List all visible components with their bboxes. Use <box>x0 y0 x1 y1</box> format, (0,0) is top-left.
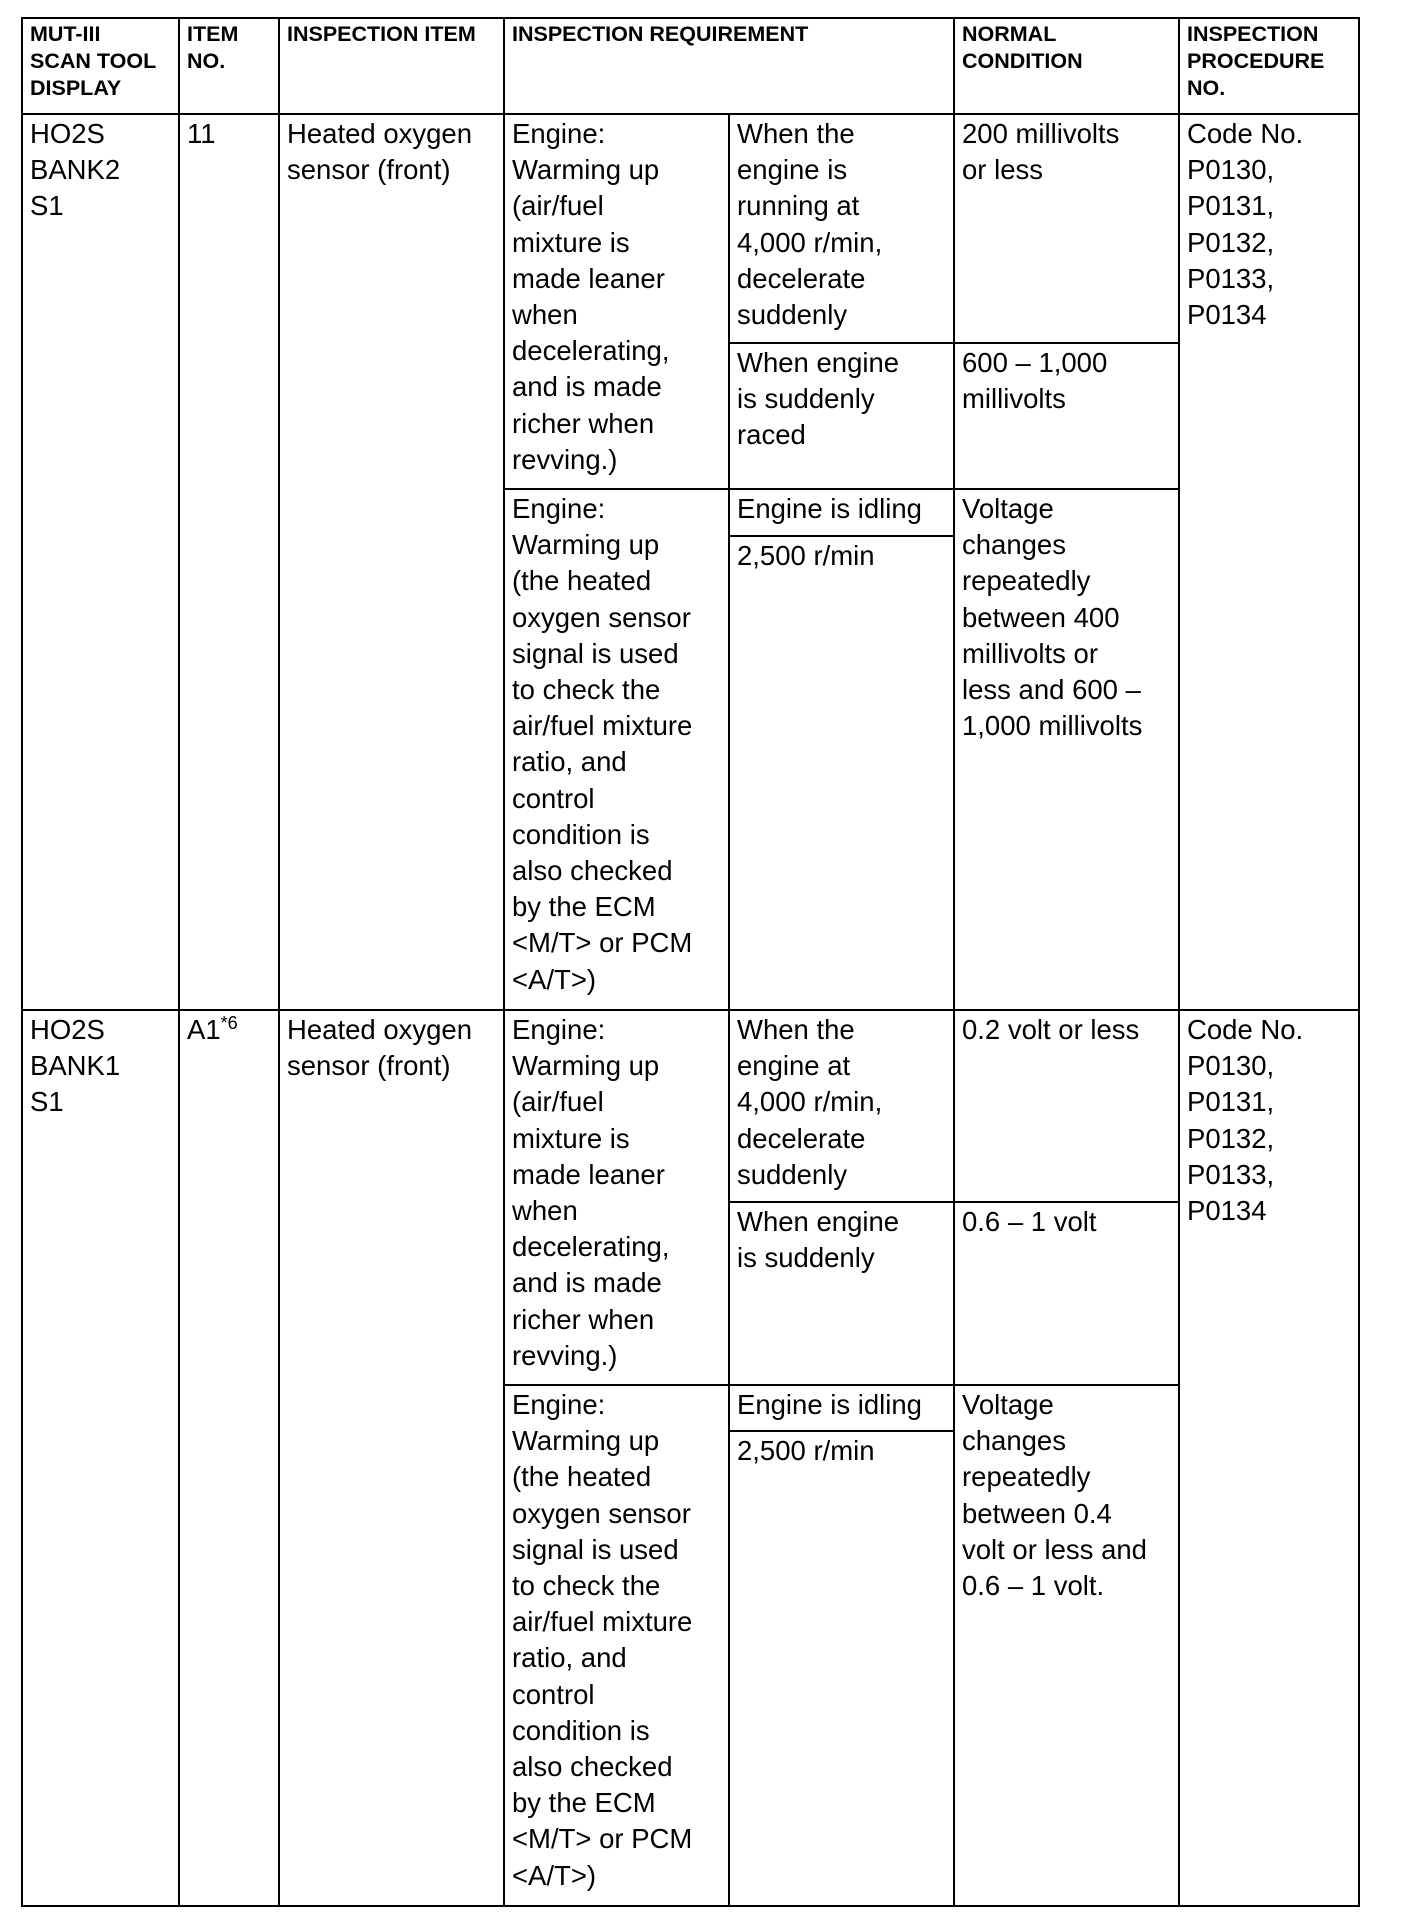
scan-tool-display-cell: HO2S BANK2 S1 <box>22 114 179 1010</box>
header-inspection-item: INSPECTION ITEM <box>279 18 504 114</box>
requirement-cell: Engine: Warming up (the heated oxygen sensor signal is used to check the air/fuel mixture ratio, and control condition is also checked by the ECM <M/T> or PCM <A/T>) <box>504 1385 729 1906</box>
item-no-value: A1 <box>187 1014 221 1045</box>
scan-tool-display-cell: HO2S BANK1 S1 <box>22 1010 179 1906</box>
normal-condition-cell: 600 – 1,000 millivolts <box>954 343 1179 489</box>
condition-cell: Engine is idling <box>729 1385 954 1431</box>
header-inspection-procedure-no: INSPECTION PROCEDURE NO. <box>1179 18 1359 114</box>
condition-cell: Engine is idling <box>729 489 954 536</box>
condition-cell: 2,500 r/min <box>729 1431 954 1906</box>
inspection-item-cell: Heated oxygen sensor (front) <box>279 1010 504 1906</box>
requirement-cell: Engine: Warming up (air/fuel mixture is made leaner when decelerating, and is made richer when revving.) <box>504 114 729 489</box>
normal-condition-cell: 0.2 volt or less <box>954 1010 1179 1202</box>
condition-cell: When engine is suddenly raced <box>729 343 954 489</box>
table-row <box>22 1010 1359 1202</box>
header-scan-tool-display: MUT-III SCAN TOOL DISPLAY <box>22 18 179 114</box>
item-no-value: 11 <box>187 118 216 149</box>
condition-cell: When the engine is running at 4,000 r/min, decelerate suddenly <box>729 114 954 343</box>
normal-condition-cell: 0.6 – 1 volt <box>954 1202 1179 1385</box>
normal-condition-cell: Voltage changes repeatedly between 400 millivolts or less and 600 – 1,000 millivolts <box>954 489 1179 1010</box>
inspection-item-cell: Heated oxygen sensor (front) <box>279 114 504 1010</box>
requirement-cell: Engine: Warming up (air/fuel mixture is made leaner when decelerating, and is made richer when revving.) <box>504 1010 729 1385</box>
condition-cell: When engine is suddenly <box>729 1202 954 1385</box>
procedure-no-cell: Code No. P0130, P0131, P0132, P0133, P0134 <box>1179 114 1359 1010</box>
header-row <box>22 18 1359 114</box>
condition-cell: 2,500 r/min <box>729 536 954 1010</box>
header-item-no: ITEM NO. <box>179 18 279 114</box>
normal-condition-cell: 200 millivolts or less <box>954 114 1179 343</box>
item-no-cell <box>179 1010 279 1906</box>
requirement-cell: Engine: Warming up (the heated oxygen sensor signal is used to check the air/fuel mixture ratio, and control condition is also checked by the ECM <M/T> or PCM <A/T>) <box>504 489 729 1010</box>
procedure-no-cell: Code No. P0130, P0131, P0132, P0133, P0134 <box>1179 1010 1359 1906</box>
inspection-table <box>21 17 1360 1907</box>
table-row <box>22 114 1359 343</box>
header-inspection-requirement: INSPECTION REQUIREMENT <box>504 18 954 114</box>
header-normal-condition: NORMAL CONDITION <box>954 18 1179 114</box>
item-no-cell <box>179 114 279 1010</box>
item-no-footnote: *6 <box>220 1012 238 1033</box>
condition-cell: When the engine at 4,000 r/min, decelerate suddenly <box>729 1010 954 1202</box>
normal-condition-cell: Voltage changes repeatedly between 0.4 volt or less and 0.6 – 1 volt. <box>954 1385 1179 1906</box>
